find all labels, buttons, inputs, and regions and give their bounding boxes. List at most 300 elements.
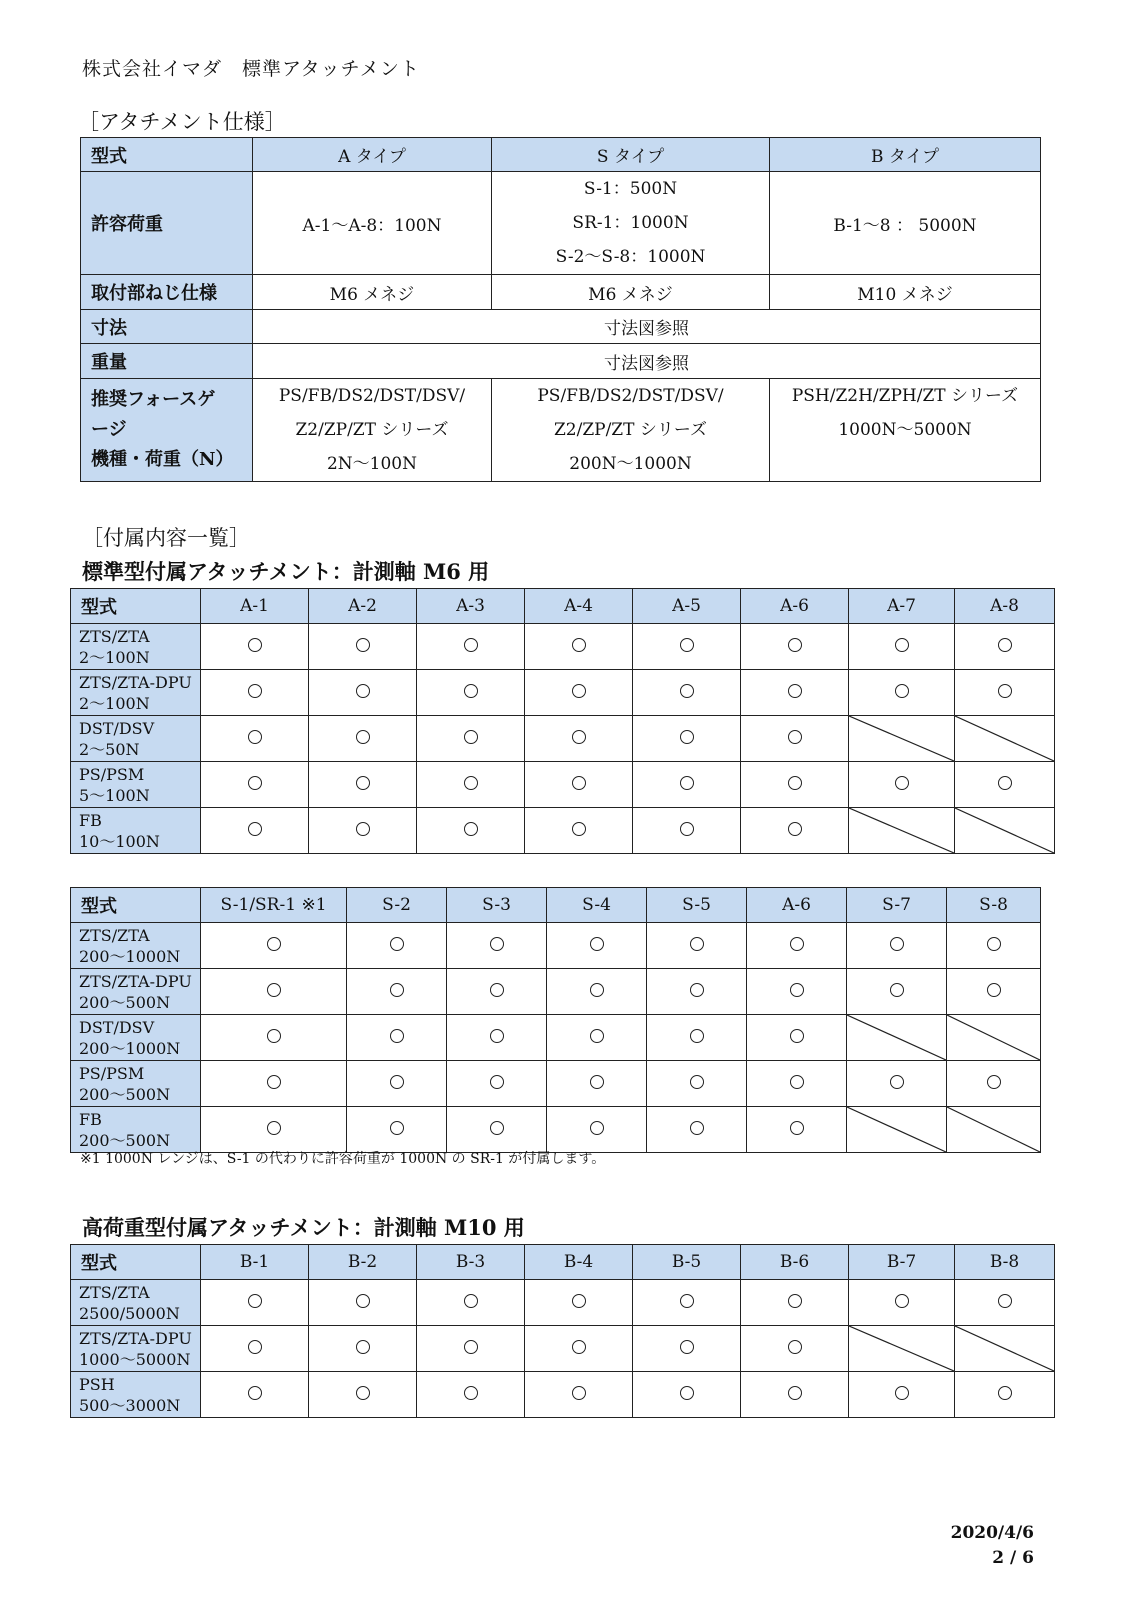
spec-gauge-row — [81, 379, 1041, 482]
circle-mark-icon — [998, 638, 1012, 652]
included-mark-cell — [849, 762, 955, 808]
row-model-line: DST/DSV — [79, 1017, 155, 1037]
circle-mark-icon — [248, 730, 262, 744]
circle-mark-icon — [895, 684, 909, 698]
circle-mark-icon — [690, 1029, 704, 1043]
circle-mark-icon — [680, 1340, 694, 1354]
thread-a-value: M6 メネジ — [253, 275, 492, 310]
included-mark-cell — [201, 969, 347, 1015]
grid-column-header: A-6 — [741, 589, 849, 624]
grid-header-row — [71, 589, 1055, 624]
circle-mark-icon — [248, 684, 262, 698]
grid-column-header: B-6 — [741, 1245, 849, 1280]
circle-mark-icon — [572, 684, 586, 698]
included-mark-cell — [201, 923, 347, 969]
circle-mark-icon — [790, 983, 804, 997]
weight-value: 寸法図参照 — [253, 344, 1041, 379]
grid-header-row — [71, 1245, 1055, 1280]
grid-column-header: A-3 — [417, 589, 525, 624]
diagonal-slash-icon — [849, 808, 954, 853]
grid-header-row — [71, 888, 1041, 923]
included-mark-cell — [647, 969, 747, 1015]
thread-b-value: M10 メネジ — [770, 275, 1041, 310]
included-mark-cell — [347, 1015, 447, 1061]
included-mark-cell — [547, 1061, 647, 1107]
included-mark-cell — [201, 762, 309, 808]
included-mark-cell — [525, 808, 633, 854]
row-model-line: ZTS/ZTA — [79, 925, 150, 945]
row-model-line: ZTS/ZTA-DPU — [79, 971, 192, 991]
grid-column-header: A-8 — [955, 589, 1055, 624]
circle-mark-icon — [680, 684, 694, 698]
grid-corner-label: 型式 — [71, 1245, 201, 1280]
circle-mark-icon — [890, 937, 904, 951]
thread-s-value: M6 メネジ — [492, 275, 770, 310]
spec-head-s: S タイプ — [492, 138, 770, 172]
row-model-line: PS/PSM — [79, 1063, 145, 1083]
circle-mark-icon — [464, 776, 478, 790]
grid-column-header: A-5 — [633, 589, 741, 624]
row-model-line: 200～500N — [79, 1130, 171, 1150]
circle-mark-icon — [572, 638, 586, 652]
not-applicable-cell — [849, 808, 955, 854]
diagonal-slash-icon — [947, 1107, 1040, 1152]
circle-mark-icon — [572, 1294, 586, 1308]
included-mark-cell — [525, 1326, 633, 1372]
included-mark-cell — [647, 923, 747, 969]
circle-mark-icon — [895, 638, 909, 652]
included-mark-cell — [849, 1372, 955, 1418]
load-s-value — [492, 172, 770, 275]
included-mark-cell — [201, 1326, 309, 1372]
table-row — [71, 1107, 1041, 1153]
row-model-label — [71, 762, 201, 808]
row-model-label — [71, 624, 201, 670]
included-mark-cell — [309, 716, 417, 762]
row-model-label — [71, 1326, 201, 1372]
grid-column-header: B-2 — [309, 1245, 417, 1280]
table-row — [71, 969, 1041, 1015]
not-applicable-cell — [849, 1326, 955, 1372]
included-mark-cell — [741, 762, 849, 808]
row-model-line: 2～50N — [79, 739, 140, 759]
row-model-label — [71, 716, 201, 762]
circle-mark-icon — [356, 684, 370, 698]
grid-column-header: B-8 — [955, 1245, 1055, 1280]
circle-mark-icon — [987, 983, 1001, 997]
included-mark-cell — [741, 716, 849, 762]
row-model-label — [71, 969, 201, 1015]
included-mark-cell — [525, 762, 633, 808]
not-applicable-cell — [955, 716, 1055, 762]
circle-mark-icon — [356, 638, 370, 652]
gauge-a-line: 2N～100N — [326, 454, 417, 474]
included-mark-cell — [201, 1280, 309, 1326]
grid-column-header: S-7 — [847, 888, 947, 923]
included-mark-cell — [309, 624, 417, 670]
spec-section-title: ［アタチメント仕様］ — [78, 110, 286, 134]
gauge-label-line: 機種・荷重（N） — [91, 449, 234, 470]
circle-mark-icon — [790, 937, 804, 951]
grid-column-header: A-2 — [309, 589, 417, 624]
weight-label: 重量 — [81, 344, 253, 379]
grid-column-header: B-7 — [849, 1245, 955, 1280]
circle-mark-icon — [590, 1121, 604, 1135]
diagonal-slash-icon — [955, 808, 1054, 853]
included-mark-cell — [447, 923, 547, 969]
gauge-b-line: PSH/Z2H/ZPH/ZT シリーズ — [791, 386, 1019, 406]
grid-column-header: A-1 — [201, 589, 309, 624]
included-mark-cell — [647, 1107, 747, 1153]
row-model-line: PS/PSM — [79, 764, 145, 784]
circle-mark-icon — [356, 1386, 370, 1400]
included-mark-cell — [633, 670, 741, 716]
not-applicable-cell — [847, 1107, 947, 1153]
diagonal-slash-icon — [955, 716, 1054, 761]
thread-label: 取付部ねじ仕様 — [81, 275, 253, 310]
included-mark-cell — [947, 923, 1041, 969]
circle-mark-icon — [490, 1075, 504, 1089]
diagonal-slash-icon — [955, 1326, 1054, 1371]
circle-mark-icon — [895, 1386, 909, 1400]
row-model-label — [71, 1107, 201, 1153]
included-mark-cell — [741, 1372, 849, 1418]
included-mark-cell — [417, 1326, 525, 1372]
row-model-line: 2500/5000N — [79, 1303, 180, 1323]
spec-weight-row — [81, 344, 1041, 379]
row-model-line: 2～100N — [79, 647, 150, 667]
circle-mark-icon — [690, 983, 704, 997]
diagonal-slash-icon — [947, 1015, 1040, 1060]
gauge-a-line: Z2/ZP/ZT シリーズ — [295, 420, 449, 440]
row-model-line: 500～3000N — [79, 1395, 181, 1415]
row-model-line: 1000～5000N — [79, 1349, 191, 1369]
circle-mark-icon — [788, 776, 802, 790]
circle-mark-icon — [356, 1340, 370, 1354]
row-model-label — [71, 923, 201, 969]
included-mark-cell — [201, 1107, 347, 1153]
included-mark-cell — [417, 716, 525, 762]
included-mark-cell — [417, 808, 525, 854]
included-mark-cell — [447, 1015, 547, 1061]
grid-column-header: B-4 — [525, 1245, 633, 1280]
load-b-value: B-1～8 ： 5000N — [770, 172, 1041, 275]
gauge-label-line: ージ — [91, 419, 127, 440]
heavy-attachment-table — [70, 1244, 1055, 1418]
circle-mark-icon — [390, 1075, 404, 1089]
circle-mark-icon — [572, 1386, 586, 1400]
spec-header-row — [81, 138, 1041, 172]
included-mark-cell — [647, 1061, 747, 1107]
page-number: 2 / 6 — [992, 1548, 1034, 1568]
circle-mark-icon — [267, 1075, 281, 1089]
not-applicable-cell — [947, 1015, 1041, 1061]
load-label: 許容荷重 — [81, 172, 253, 275]
included-mark-cell — [201, 1372, 309, 1418]
circle-mark-icon — [390, 1121, 404, 1135]
circle-mark-icon — [390, 937, 404, 951]
grid-column-header: S-8 — [947, 888, 1041, 923]
table-row — [71, 624, 1055, 670]
included-mark-cell — [201, 624, 309, 670]
table-row — [71, 923, 1041, 969]
circle-mark-icon — [356, 1294, 370, 1308]
grid-column-header: A-7 — [849, 589, 955, 624]
gauge-b-line: 1000N～5000N — [838, 420, 972, 440]
included-mark-cell — [955, 762, 1055, 808]
circle-mark-icon — [680, 1294, 694, 1308]
circle-mark-icon — [590, 1029, 604, 1043]
included-mark-cell — [955, 670, 1055, 716]
spec-load-row — [81, 172, 1041, 275]
not-applicable-cell — [955, 808, 1055, 854]
circle-mark-icon — [590, 983, 604, 997]
circle-mark-icon — [788, 638, 802, 652]
standard-attachment-table — [70, 588, 1055, 854]
included-mark-cell — [747, 923, 847, 969]
included-mark-cell — [547, 1107, 647, 1153]
included-mark-cell — [955, 1372, 1055, 1418]
row-model-line: 2～100N — [79, 693, 150, 713]
gauge-a-value — [253, 379, 492, 482]
circle-mark-icon — [788, 1294, 802, 1308]
table-row — [71, 1326, 1055, 1372]
row-model-line: 10～100N — [79, 831, 160, 851]
circle-mark-icon — [590, 1075, 604, 1089]
row-model-line: 200～500N — [79, 992, 171, 1012]
included-mark-cell — [633, 624, 741, 670]
spec-table — [80, 137, 1041, 482]
circle-mark-icon — [248, 1386, 262, 1400]
row-model-label — [71, 808, 201, 854]
row-model-line: ZTS/ZTA-DPU — [79, 1328, 192, 1348]
circle-mark-icon — [267, 937, 281, 951]
row-model-line: DST/DSV — [79, 718, 155, 738]
circle-mark-icon — [267, 983, 281, 997]
included-mark-cell — [201, 670, 309, 716]
included-mark-cell — [201, 808, 309, 854]
circle-mark-icon — [790, 1075, 804, 1089]
not-applicable-cell — [847, 1015, 947, 1061]
circle-mark-icon — [464, 822, 478, 836]
row-model-label — [71, 1061, 201, 1107]
grid-column-header: A-6 — [747, 888, 847, 923]
included-mark-cell — [347, 923, 447, 969]
included-mark-cell — [525, 624, 633, 670]
included-mark-cell — [847, 1061, 947, 1107]
circle-mark-icon — [464, 1386, 478, 1400]
circle-mark-icon — [267, 1121, 281, 1135]
included-mark-cell — [309, 808, 417, 854]
circle-mark-icon — [690, 1121, 704, 1135]
included-mark-cell — [741, 624, 849, 670]
included-mark-cell — [633, 1280, 741, 1326]
included-mark-cell — [849, 624, 955, 670]
table-row — [71, 1015, 1041, 1061]
included-mark-cell — [417, 670, 525, 716]
included-mark-cell — [417, 624, 525, 670]
circle-mark-icon — [356, 776, 370, 790]
gauge-s-line: Z2/ZP/ZT シリーズ — [553, 420, 708, 440]
circle-mark-icon — [987, 937, 1001, 951]
grid-corner-label: 型式 — [71, 888, 201, 923]
row-model-line: 200～1000N — [79, 946, 181, 966]
circle-mark-icon — [356, 822, 370, 836]
included-mark-cell — [447, 969, 547, 1015]
circle-mark-icon — [356, 730, 370, 744]
gauge-s-line: PS/FB/DS2/DST/DSV/ — [537, 386, 724, 406]
circle-mark-icon — [998, 776, 1012, 790]
row-model-line: ZTS/ZTA-DPU — [79, 672, 192, 692]
included-mark-cell — [547, 969, 647, 1015]
grid-column-header: S-1/SR-1 ※1 — [201, 888, 347, 923]
included-mark-cell — [747, 969, 847, 1015]
circle-mark-icon — [248, 1294, 262, 1308]
included-mark-cell — [201, 716, 309, 762]
table-row — [71, 1061, 1041, 1107]
row-model-line: ZTS/ZTA — [79, 1282, 150, 1302]
row-model-line: 5～100N — [79, 785, 150, 805]
included-mark-cell — [309, 762, 417, 808]
circle-mark-icon — [987, 1075, 1001, 1089]
circle-mark-icon — [790, 1121, 804, 1135]
footnote: ※1 1000N レンジは、S-1 の代わりに許容荷重が 1000N の SR-1 が付属します。 — [80, 1151, 606, 1167]
heavy-subtitle: 高荷重型付属アタッチメント：計測軸 M10 用 — [82, 1215, 525, 1240]
included-mark-cell — [447, 1061, 547, 1107]
circle-mark-icon — [895, 1294, 909, 1308]
circle-mark-icon — [680, 638, 694, 652]
not-applicable-cell — [955, 1326, 1055, 1372]
load-a-value: A-1～A-8：100N — [253, 172, 492, 275]
circle-mark-icon — [895, 776, 909, 790]
included-mark-cell — [525, 670, 633, 716]
circle-mark-icon — [690, 1075, 704, 1089]
circle-mark-icon — [490, 1121, 504, 1135]
included-mark-cell — [309, 670, 417, 716]
included-mark-cell — [741, 808, 849, 854]
table-row — [71, 1372, 1055, 1418]
included-mark-cell — [417, 1372, 525, 1418]
grid-column-header: S-3 — [447, 888, 547, 923]
table-row — [71, 716, 1055, 762]
circle-mark-icon — [572, 776, 586, 790]
not-applicable-cell — [947, 1107, 1041, 1153]
circle-mark-icon — [788, 1340, 802, 1354]
load-s-line: S-1：500N — [583, 179, 678, 199]
gauge-label-line: 推奨フォースゲ — [91, 389, 216, 410]
diagonal-slash-icon — [847, 1107, 946, 1152]
circle-mark-icon — [788, 730, 802, 744]
circle-mark-icon — [464, 684, 478, 698]
circle-mark-icon — [267, 1029, 281, 1043]
document-header: 株式会社イマダ 標準アタッチメント — [82, 58, 420, 80]
included-mark-cell — [201, 1061, 347, 1107]
included-mark-cell — [417, 762, 525, 808]
grid-column-header: S-5 — [647, 888, 747, 923]
circle-mark-icon — [248, 776, 262, 790]
circle-mark-icon — [890, 1075, 904, 1089]
row-model-line: ZTS/ZTA — [79, 626, 150, 646]
table-row — [71, 1280, 1055, 1326]
circle-mark-icon — [680, 1386, 694, 1400]
gauge-b-value — [770, 379, 1041, 482]
circle-mark-icon — [464, 730, 478, 744]
spec-head-b: B タイプ — [770, 138, 1041, 172]
diagonal-slash-icon — [847, 1015, 946, 1060]
included-mark-cell — [647, 1015, 747, 1061]
included-mark-cell — [633, 808, 741, 854]
grid-column-header: B-5 — [633, 1245, 741, 1280]
table-row — [71, 670, 1055, 716]
included-mark-cell — [309, 1326, 417, 1372]
circle-mark-icon — [590, 937, 604, 951]
accessories-section-title: ［付属内容一覧］ — [82, 526, 250, 550]
included-mark-cell — [347, 969, 447, 1015]
row-model-line: 200～500N — [79, 1084, 171, 1104]
row-model-label — [71, 670, 201, 716]
included-mark-cell — [447, 1107, 547, 1153]
circle-mark-icon — [490, 1029, 504, 1043]
included-mark-cell — [417, 1280, 525, 1326]
circle-mark-icon — [464, 1340, 478, 1354]
circle-mark-icon — [890, 983, 904, 997]
included-mark-cell — [525, 1372, 633, 1418]
circle-mark-icon — [572, 1340, 586, 1354]
load-s-line: SR-1：1000N — [572, 213, 689, 233]
standard-subtitle: 標準型付属アタッチメント：計測軸 M6 用 — [82, 559, 490, 584]
grid-column-header: B-1 — [201, 1245, 309, 1280]
circle-mark-icon — [390, 983, 404, 997]
included-mark-cell — [309, 1372, 417, 1418]
row-model-line: PSH — [79, 1374, 115, 1394]
gauge-s-value — [492, 379, 770, 482]
row-model-label — [71, 1280, 201, 1326]
included-mark-cell — [201, 1015, 347, 1061]
grid-column-header: A-4 — [525, 589, 633, 624]
included-mark-cell — [633, 1372, 741, 1418]
diagonal-slash-icon — [849, 1326, 954, 1371]
grid-corner-label: 型式 — [71, 589, 201, 624]
grid-column-header: S-2 — [347, 888, 447, 923]
included-mark-cell — [547, 1015, 647, 1061]
included-mark-cell — [633, 1326, 741, 1372]
spec-dimension-row — [81, 310, 1041, 344]
included-mark-cell — [847, 923, 947, 969]
circle-mark-icon — [464, 1294, 478, 1308]
circle-mark-icon — [998, 1386, 1012, 1400]
circle-mark-icon — [998, 1294, 1012, 1308]
circle-mark-icon — [788, 684, 802, 698]
circle-mark-icon — [680, 822, 694, 836]
row-model-label — [71, 1372, 201, 1418]
included-mark-cell — [741, 670, 849, 716]
included-mark-cell — [849, 1280, 955, 1326]
circle-mark-icon — [998, 684, 1012, 698]
included-mark-cell — [633, 716, 741, 762]
row-model-line: 200～1000N — [79, 1038, 181, 1058]
table-row — [71, 762, 1055, 808]
included-mark-cell — [847, 969, 947, 1015]
load-s-line: S-2～S-8：1000N — [555, 247, 706, 267]
row-model-label — [71, 1015, 201, 1061]
included-mark-cell — [849, 670, 955, 716]
footer-date: 2020/4/6 — [950, 1523, 1034, 1543]
circle-mark-icon — [490, 983, 504, 997]
circle-mark-icon — [680, 776, 694, 790]
included-mark-cell — [525, 716, 633, 762]
included-mark-cell — [747, 1015, 847, 1061]
circle-mark-icon — [572, 730, 586, 744]
